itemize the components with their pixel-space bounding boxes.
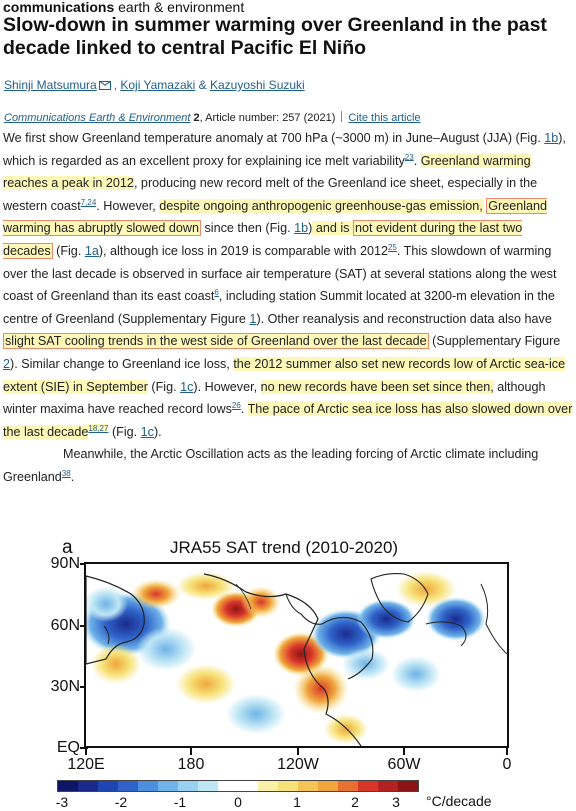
text: ), although ice loss in 2019 is comparable with 2012 [98,243,388,258]
lon-tick-label: 120W [277,756,319,773]
colorbar-tick-label: 2 [351,794,359,810]
colorbar-tick-label: 0 [234,794,242,810]
text: . [240,402,248,417]
colorbar-tick-label: -2 [114,794,128,810]
colorbar-segment [258,781,278,791]
paragraph-2 [3,443,574,488]
colorbar-segment [98,781,118,791]
text: . [413,153,421,168]
author-link-1[interactable]: Shinji Matsumura [4,78,97,92]
lat-tick-label: EQ [56,739,80,756]
citation-ref-link[interactable]: 18,27 [88,423,109,433]
colorbar-segment [58,781,78,791]
highlight: The pace of Arctic sea ice loss has also slowed down over the last decade [3,402,573,439]
boxed-highlight: not evident during the last two decades [3,221,523,258]
colorbar-segment [278,781,298,791]
tick-mark [85,748,87,755]
colorbar-segment [178,781,198,791]
figure-ref-link[interactable]: 1a [84,243,99,258]
colorbar-segment [158,781,178,791]
lon-tick-label: 60W [387,756,421,773]
text: (Supplementary Figure [428,334,561,349]
lon-tick-label: 0 [502,756,512,773]
paragraph-1 [3,127,574,443]
author-amp: & [195,78,210,92]
journal-brand[interactable] [3,0,244,15]
mail-icon[interactable] [99,81,111,90]
author-list [4,78,305,92]
colorbar-segment [358,781,378,791]
divider [341,111,342,122]
citation-ref-link[interactable]: 26 [231,400,241,410]
text: , producing new record melt of the Greenland ice sheet, especially in the western coast [3,176,538,213]
colorbar-tick-label: 1 [293,794,301,810]
highlight: the 2012 summer also set new records low of Arctic sea-ice extent (SIE) in September [3,356,566,394]
text: since then (Fig. [201,221,295,236]
colorbar-tick-label: 3 [392,794,400,810]
journal-brand-rest: earth & environment [114,0,245,15]
citation-ref-link[interactable]: 25 [387,242,397,252]
text: ). [153,424,162,439]
colorbar-segment [338,781,358,791]
tick-mark [506,748,508,755]
figure-ref-link[interactable]: 1c [140,424,154,439]
text: ). Other reanalysis and reconstruction data also have [256,311,552,326]
tick-mark [297,748,299,755]
author-link-2[interactable]: Koji Yamazaki [120,78,196,92]
lon-tick-label: 180 [177,756,205,773]
citation-ref-link[interactable]: 23 [404,152,414,162]
figure-ref-link[interactable]: 1b [544,131,559,145]
map-title: JRA55 SAT trend (2010-2020) [170,538,399,557]
highlight: despite ongoing anthropogenic greenhouse-gas emission, [159,198,483,213]
colorbar [57,780,419,792]
colorbar-segment [318,781,338,791]
text: ). However, [193,379,261,394]
lat-tick-label: 30N [50,678,80,695]
figure-ref-link[interactable]: 1 [249,311,257,326]
figure-ref-link[interactable]: 1b [294,221,309,236]
colorbar-segment [218,781,238,791]
citation-line [4,111,421,125]
text: We first show Greenland temperature anomaly at 700 hPa (~3000 m) in June–August (JJA) (Fig. [3,131,545,145]
text: . This slowdown of warming over the last decade is observed in surface air temperature (SAT) at several stations along the west coast of Greenland than its east coast [3,243,557,304]
lat-tick-label: 60N [50,617,80,634]
colorbar-segment [378,781,398,791]
citation-ref-link[interactable]: 38 [61,468,71,478]
colorbar-segment [118,781,138,791]
text: although winter maxima have reached record lows [3,379,546,417]
author-sep-1: , [113,78,121,92]
author-link-3[interactable]: Kazuyoshi Suzuki [209,78,305,92]
figure-ref-link[interactable]: 1c [180,379,194,394]
colorbar-segment [78,781,98,791]
colorbar-unit: °C/decade [426,793,492,809]
lat-tick-label: 90N [50,555,80,572]
article-body [3,127,574,489]
colorbar-segment [398,781,418,791]
article-number: , Article number: 257 (2021) [199,112,336,124]
journal-brand-bold: communications [3,0,115,15]
colorbar-tick-label: -1 [173,794,187,810]
text: (Fig. [52,243,85,258]
article-title: Slow-down in summer warming over Greenland in the past decade linked to central Pacific El Niño [3,14,547,59]
text: ), which is regarded as an excellent proxy for explaining ice melt variability [3,131,566,168]
highlight: and is [312,221,353,236]
lon-tick-label: 120E [67,756,105,773]
text: (Fig. [147,379,181,394]
cite-this-article-link[interactable]: Cite this article [348,112,421,124]
highlight: Greenland warming reaches a peak in 2012 [3,153,531,191]
tick-mark [403,748,405,755]
highlight: no new records have been set since then, [260,379,494,394]
text: . However, [96,198,160,213]
text: , including station Summit located at 3200-m elevation in the centre of Greenland (Supplementary Figure [3,289,555,326]
text: (Fig. [108,424,141,439]
volume: 2 [190,112,200,124]
boxed-highlight: slight SAT cooling trends in the west side of Greenland over the last decade [5,334,427,349]
citation-ref-link[interactable]: 7,24 [80,197,97,207]
journal-name-link[interactable]: Communications Earth & Environment [4,112,191,124]
sat-trend-map [84,562,509,748]
figure-ref-link[interactable]: 2 [3,356,11,371]
colorbar-segment [238,781,258,791]
boxed-highlight: Greenland warming has abruptly slowed down [3,198,548,236]
text: ) [308,221,313,236]
colorbar-tick-label: -3 [55,794,69,810]
colorbar-segment [138,781,158,791]
citation-ref-link[interactable]: 6 [214,287,219,297]
text: Meanwhile, the Arctic Oscillation acts as the leading forcing of Arctic climate including Greenland [3,447,539,484]
figure-1a [0,538,576,811]
colorbar-segment [198,781,218,791]
colorbar-segment [298,781,318,791]
panel-label: a [62,537,73,558]
tick-mark [190,748,192,755]
text: . [70,469,75,484]
map-svg [86,564,507,746]
text: ). Similar change to Greenland ice loss, [10,356,234,371]
